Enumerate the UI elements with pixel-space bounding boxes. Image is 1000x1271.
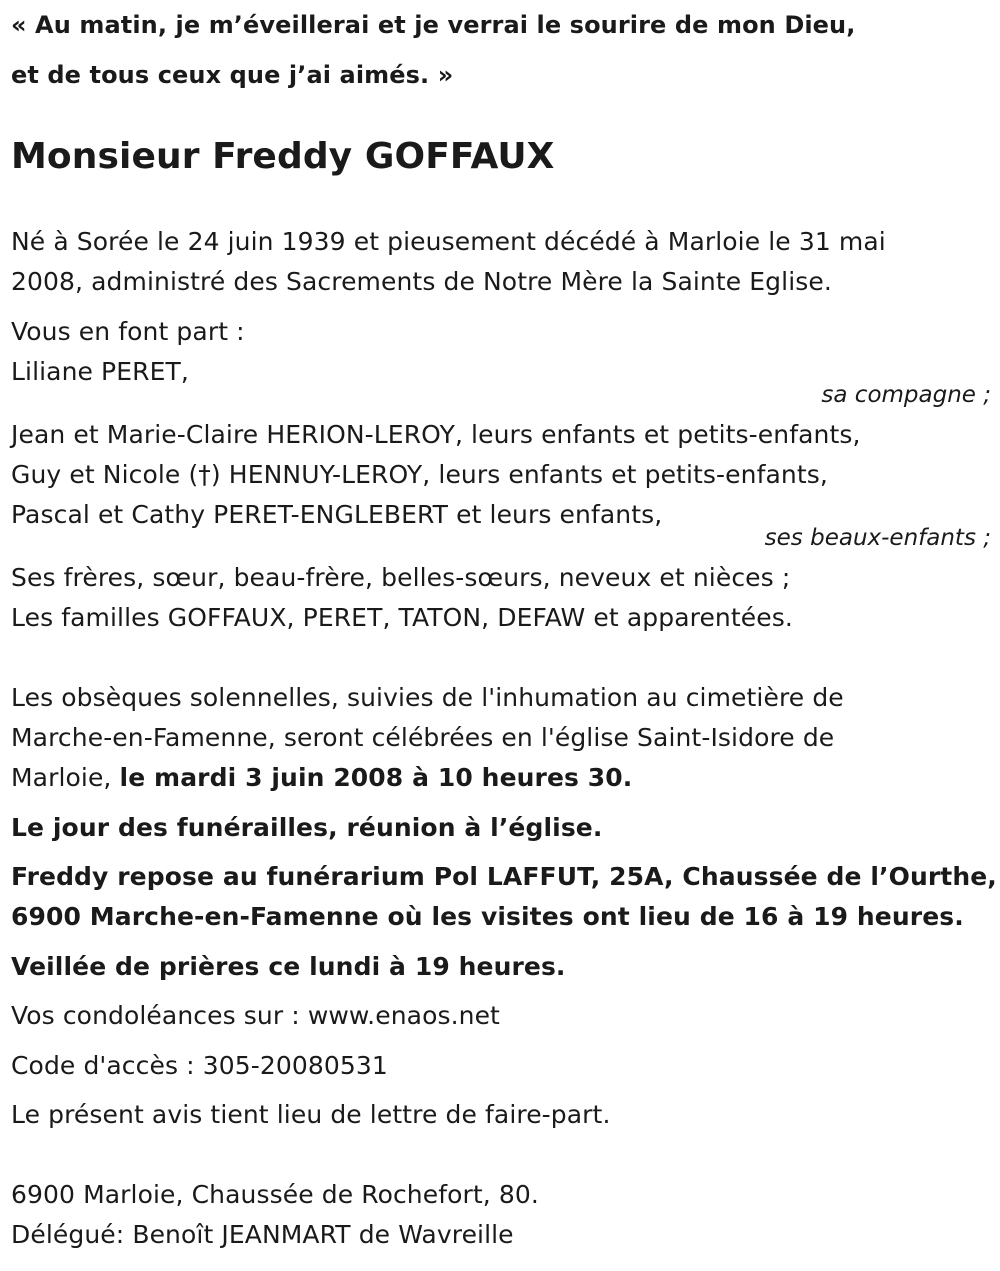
footer-address: 6900 Marloie, Chaussée de Rochefort, 80. bbox=[11, 1180, 539, 1209]
stepchild-line: Jean et Marie-Claire HERION-LEROY, leurs enfants et petits-enfants, bbox=[11, 420, 861, 449]
rest-line-1: Freddy repose au funérarium Pol LAFFUT, 25A, Chaussée de l’Ourthe, bbox=[11, 862, 997, 891]
partner-name: Liliane PERET, bbox=[11, 357, 189, 386]
notice-line: Le présent avis tient lieu de lettre de faire-part. bbox=[11, 1100, 611, 1129]
intro-line-2: 2008, administré des Sacrements de Notre Mère la Sainte Eglise. bbox=[11, 267, 832, 296]
deceased-name: Monsieur Freddy GOFFAUX bbox=[11, 136, 555, 177]
vigil-line: Veillée de prières ce lundi à 19 heures. bbox=[11, 952, 566, 981]
stepchild-line: Guy et Nicole (†) HENNUY-LEROY, leurs enfants et petits-enfants, bbox=[11, 460, 828, 489]
access-code: Code d'accès : 305-20080531 bbox=[11, 1051, 388, 1080]
footer-delegate: Délégué: Benoît JEANMART de Wavreille bbox=[11, 1220, 514, 1249]
meeting-line: Le jour des funérailles, réunion à l’église. bbox=[11, 813, 603, 842]
siblings-line: Ses frères, sœur, beau-frère, belles-sœurs, neveux et nièces ; bbox=[11, 563, 791, 592]
quote-line-1: « Au matin, je m’éveillerai et je verrai le sourire de mon Dieu, bbox=[11, 11, 856, 39]
families-line: Les familles GOFFAUX, PERET, TATON, DEFAW et apparentées. bbox=[11, 603, 793, 632]
stepchildren-role: ses beaux-enfants ; bbox=[764, 525, 991, 551]
funeral-line-3 bbox=[11, 763, 632, 793]
funeral-line-1: Les obsèques solennelles, suivies de l'inhumation au cimetière de bbox=[11, 683, 844, 712]
funeral-datetime: le mardi 3 juin 2008 à 10 heures 30. bbox=[119, 763, 633, 792]
stepchild-line: Pascal et Cathy PERET-ENGLEBERT et leurs enfants, bbox=[11, 500, 663, 529]
condolences-site: Vos condoléances sur : www.enaos.net bbox=[11, 1001, 500, 1030]
intro-line-1: Né à Sorée le 24 juin 1939 et pieusement décédé à Marloie le 31 mai bbox=[11, 227, 886, 256]
quote-line-2: et de tous ceux que j’ai aimés. » bbox=[11, 61, 454, 89]
funeral-line-2: Marche-en-Famenne, seront célébrées en l'église Saint-Isidore de bbox=[11, 723, 835, 752]
rest-line-2: 6900 Marche-en-Famenne où les visites ont lieu de 16 à 19 heures. bbox=[11, 902, 964, 931]
funeral-place: Marloie, bbox=[11, 763, 120, 792]
announce-text: Vous en font part : bbox=[11, 317, 245, 346]
partner-role: sa compagne ; bbox=[821, 382, 991, 408]
